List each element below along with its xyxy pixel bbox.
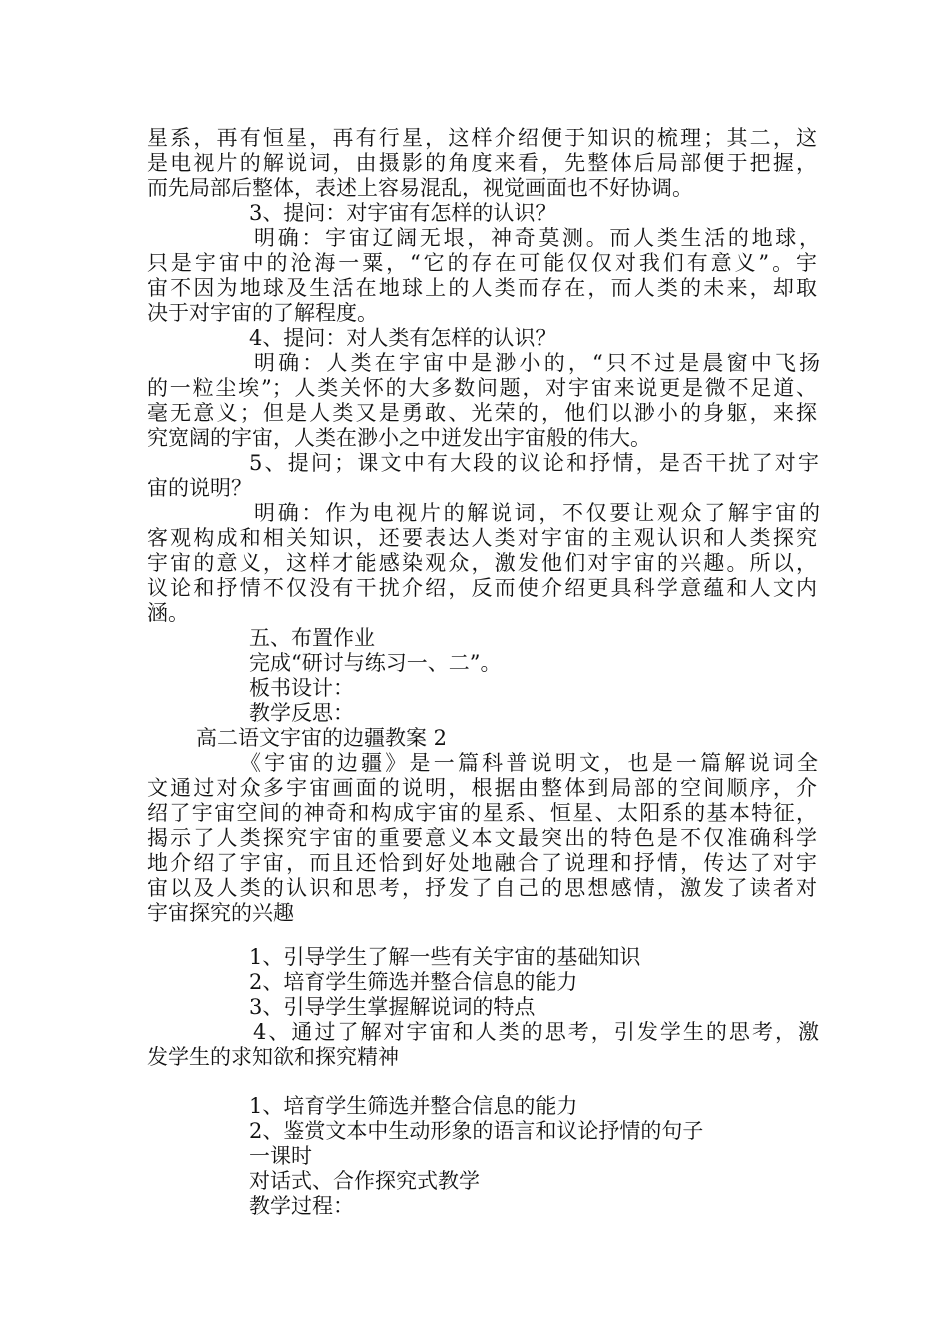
text-line: 5、提问；课文中有大段的议论和抒情，是否干扰了对宇 [249,451,819,475]
text-line: 宇宙探究的兴趣 [147,901,294,925]
text-line: 4、提问：对人类有怎样的认识？ [249,326,557,350]
text-line: 绍了宇宙空间的神奇和构成宇宙的星系、恒星、太阳系的基本特征， [147,801,817,825]
text-line: 明确：作为电视片的解说词，不仅要让观众了解宇宙的 [254,501,820,525]
list-item: 1、培育学生筛选并整合信息的能力 [249,1094,578,1118]
text-line: 的一粒尘埃”；人类关怀的大多数问题，对宇宙来说更是微不足道、 [147,376,817,400]
text-line: 对话式、合作探究式教学 [249,1169,480,1193]
text-line: 一课时 [249,1144,312,1168]
list-item: 4、通过了解对宇宙和人类的思考，引发学生的思考，激 [253,1020,819,1044]
text-line: 宙的说明？ [147,476,252,500]
text-line: 宇宙的意义，这样才能感染观众，激发他们对宇宙的兴趣。所以， [147,551,817,575]
text-line: 完成“研讨与练习一、二”。 [249,651,502,675]
text-line: 宙不因为地球及生活在地球上的人类而存在，而人类的未来，却取 [147,276,817,300]
text-line: 宙以及人类的认识和思考，抒发了自己的思想感情，激发了读者对 [147,876,817,900]
text-line: 客观构成和相关知识，还要表达人类对宇宙的主观认识和人类探究 [147,526,817,550]
section-heading: 五、布置作业 [249,626,375,650]
text-line: 而先局部后整体，表述上容易混乱，视觉画面也不好协调。 [147,176,693,200]
text-line: 教学反思： [249,701,354,725]
text-line: 决于对宇宙的了解程度。 [147,301,378,325]
text-line: 地介绍了宇宙，而且还恰到好处地融合了说理和抒情，传达了对宇 [147,851,817,875]
text-line: 究宽阔的宇宙，人类在渺小之中迸发出宇宙般的伟大。 [147,426,651,450]
text-line: 教学过程： [249,1194,354,1218]
text-line: 是电视片的解说词，由摄影的角度来看，先整体后局部便于把握， [147,151,817,175]
text-line: 发学生的求知欲和探究精神 [147,1045,399,1069]
text-line: 星系，再有恒星，再有行星，这样介绍便于知识的梳理；其二，这 [147,126,817,150]
text-line: 涵。 [147,601,189,625]
text-line: 揭示了人类探究宇宙的重要意义本文最突出的特色是不仅准确科学 [147,826,817,850]
list-item: 2、鉴赏文本中生动形象的语言和议论抒情的句子 [249,1119,704,1143]
text-line: 议论和抒情不仅没有干扰介绍，反而使介绍更具科学意蕴和人文内 [147,576,817,600]
text-line: 明确：人类在宇宙中是渺小的，“只不过是晨窗中飞扬 [254,351,820,375]
text-line: 只是宇宙中的沧海一粟，“它的存在可能仅仅对我们有意义”。宇 [147,251,817,275]
document-title: 高二语文宇宙的边疆教案 2 [196,726,448,750]
text-line: 3、提问：对宇宙有怎样的认识？ [249,201,557,225]
text-line: 明确：宇宙辽阔无垠，神奇莫测。而人类生活的地球， [254,226,820,250]
text-line: 板书设计： [249,676,354,700]
text-line: 毫无意义；但是人类又是勇敢、光荣的，他们以渺小的身躯，来探 [147,401,817,425]
text-line: 《宇宙的边疆》是一篇科普说明文，也是一篇解说词全 [240,751,818,775]
list-item: 1、引导学生了解一些有关宇宙的基础知识 [249,945,641,969]
text-line: 文通过对众多宇宙画面的说明，根据由整体到局部的空间顺序，介 [147,776,817,800]
list-item: 3、引导学生掌握解说词的特点 [249,995,536,1019]
list-item: 2、培育学生筛选并整合信息的能力 [249,970,578,994]
